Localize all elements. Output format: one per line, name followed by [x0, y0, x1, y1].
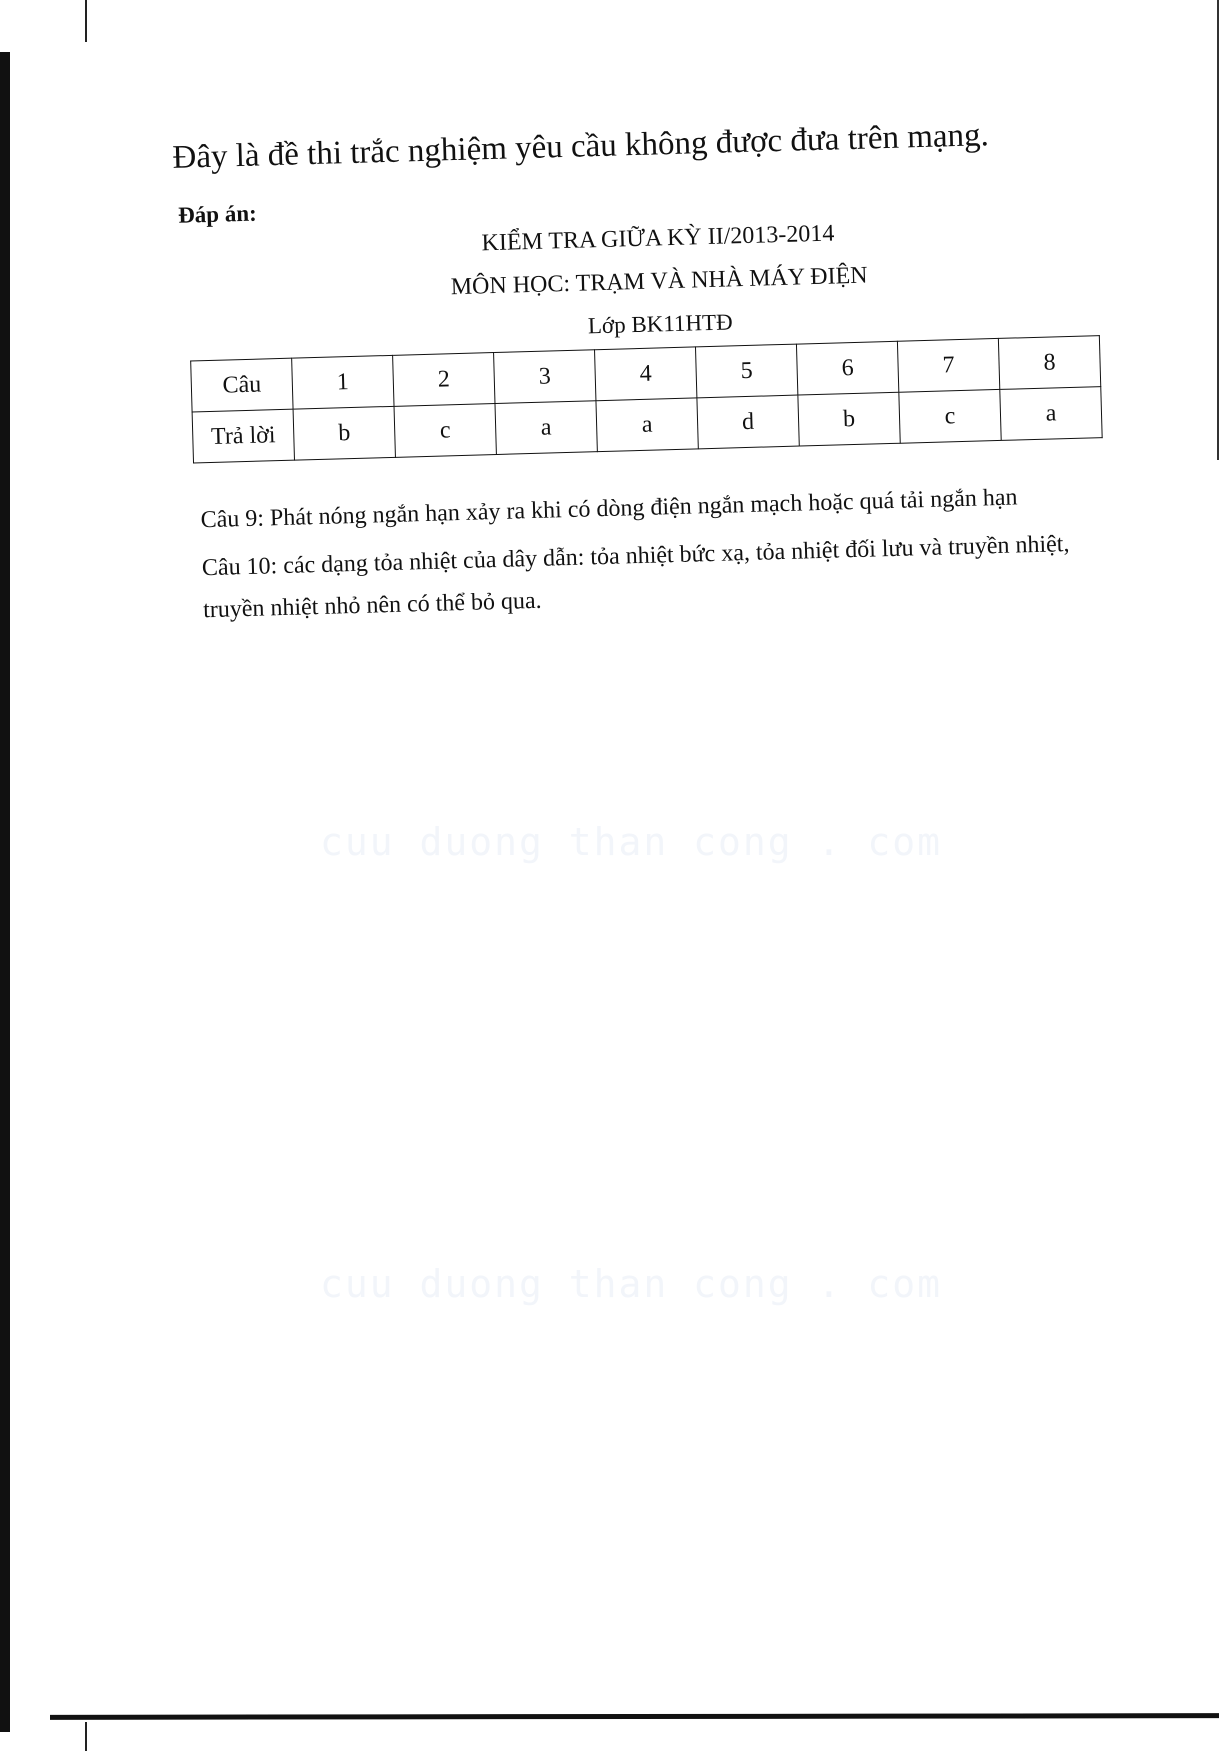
- scan-tick-bottom: [85, 1722, 87, 1751]
- answer-table: [190, 335, 1103, 463]
- scan-edge-left: [0, 52, 10, 1732]
- class-name: Lớp BK11HTĐ: [587, 309, 734, 339]
- headline: Đây là đề thi trắc nghiệm yêu cầu không được đưa trên mạng.: [171, 117, 990, 176]
- question-number: 5: [695, 344, 797, 398]
- scan-tick-top: [85, 0, 87, 42]
- answer-value: a: [495, 401, 597, 455]
- answer-value: c: [899, 389, 1001, 443]
- question-number: 4: [595, 347, 697, 401]
- answer-row-label: Trả lời: [192, 409, 294, 463]
- scan-edge-bottom: [50, 1713, 1219, 1720]
- question-9-answer: Câu 9: Phát nóng ngắn hạn xảy ra khi có dòng điện ngắn mạch hoặc quá tải ngắn hạn: [200, 484, 1018, 534]
- answer-value: b: [798, 392, 900, 446]
- answer-value: d: [697, 395, 799, 449]
- question-number: 8: [998, 336, 1100, 390]
- subject-title: MÔN HỌC: TRẠM VÀ NHÀ MÁY ĐIỆN: [450, 262, 868, 301]
- question-number: 2: [393, 353, 495, 407]
- exam-title: KIỂM TRA GIỮA KỲ II/2013-2014: [481, 220, 835, 257]
- watermark-upper: cuu duong than cong . com: [320, 820, 942, 864]
- watermark-lower: cuu duong than cong . com: [320, 1262, 942, 1306]
- answer-value: a: [596, 398, 698, 452]
- question-10-answer: Câu 10: các dạng tỏa nhiệt của dây dẫn: tỏa nhiệt bức xạ, tỏa nhiệt đối lưu và truyền nhiệt, truyền nhiệt nhỏ nên có thể bỏ qua.: [201, 531, 1070, 624]
- question-number: 7: [897, 338, 999, 392]
- document-page: [170, 114, 1113, 632]
- answer-value: a: [1000, 387, 1102, 441]
- question-number: 3: [494, 350, 596, 404]
- question-number: 6: [796, 341, 898, 395]
- answer-value: c: [394, 404, 496, 458]
- answer-label: Đáp án:: [177, 200, 258, 228]
- answer-value: b: [293, 406, 395, 460]
- question-row-label: Câu: [191, 358, 293, 412]
- question-number: 1: [292, 355, 394, 409]
